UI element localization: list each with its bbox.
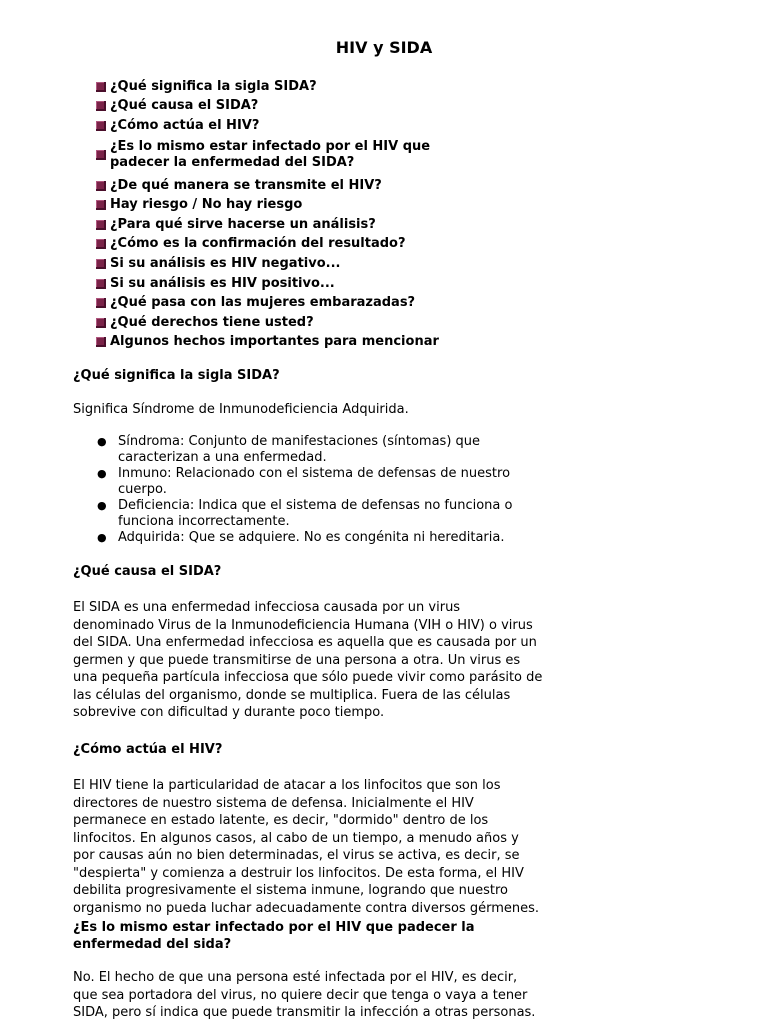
toc-item [96, 274, 456, 294]
section-heading: ¿Qué significa la sigla SIDA? [73, 368, 280, 383]
square-bullet-icon [96, 279, 106, 289]
toc-item [96, 116, 456, 136]
square-bullet-icon [96, 121, 106, 131]
bullet-dot-icon: ● [97, 435, 107, 448]
square-bullet-icon [96, 101, 106, 111]
toc-link[interactable]: Hay riesgo / No hay riesgo [110, 197, 303, 213]
toc-link[interactable]: ¿Para qué sirve hacerse un análisis? [110, 216, 376, 232]
list-item-text: Adquirida: Que se adquiere. No es congénita ni hereditaria. [118, 530, 505, 545]
square-bullet-icon [96, 181, 106, 191]
toc-link[interactable]: ¿Qué significa la sigla SIDA? [110, 78, 317, 94]
toc-link[interactable]: Algunos hechos importantes para mencionar [110, 334, 439, 350]
bullet-dot-icon: ● [97, 499, 107, 512]
square-bullet-icon [96, 239, 106, 249]
toc-item [96, 97, 456, 117]
toc-link[interactable]: ¿Cómo actúa el HIV? [110, 117, 260, 133]
square-bullet-icon [96, 220, 106, 230]
list-item-text: Inmuno: Relacionado con el sistema de defensas de nuestro cuerpo. [118, 466, 511, 497]
square-bullet-icon [96, 150, 106, 160]
toc-link[interactable]: ¿Es lo mismo estar infectado por el HIV que padecer la enfermedad del SIDA? [110, 138, 431, 170]
toc-item [96, 293, 456, 313]
toc-item [96, 136, 456, 174]
list-item-text: Síndroma: Conjunto de manifestaciones (síntomas) que caracterizan a una enfermedad. [118, 434, 481, 465]
section-paragraph: Significa Síndrome de Inmunodeficiencia Adquirida. [73, 402, 409, 417]
toc-item [96, 254, 456, 274]
toc-item [96, 77, 456, 97]
section-heading: ¿Cómo actúa el HIV? [73, 742, 223, 757]
toc-link[interactable]: ¿Cómo es la confirmación del resultado? [110, 236, 406, 252]
list-item [96, 498, 526, 530]
toc-item [96, 176, 456, 196]
square-bullet-icon [96, 82, 106, 92]
toc-item [96, 313, 456, 333]
section-heading: ¿Es lo mismo estar infectado por el HIV que padecer la enfermedad del sida? [73, 920, 475, 952]
bullet-dot-icon: ● [97, 531, 107, 544]
square-bullet-icon [96, 337, 106, 347]
toc-link[interactable]: ¿De qué manera se transmite el HIV? [110, 177, 382, 193]
square-bullet-icon [96, 259, 106, 269]
definition-list [96, 434, 526, 546]
list-item [96, 530, 526, 546]
section-paragraph: El SIDA es una enfermedad infecciosa causada por un virus denominado Virus de la Inmunodeficiencia Humana (VIH o HIV) o virus del SIDA. Una enfermedad infecciosa es aquella que es causada por un germen y que puede transmitirse de una persona a otra. Un virus es una pequeña partícula infecciosa que sólo puede vivir como parásito de las células del organismo, donde se multiplica. Fuera de las células sobrevive con dificultad y durante poco tiempo. [73, 600, 543, 720]
toc-item [96, 215, 456, 235]
toc-link[interactable]: ¿Qué derechos tiene usted? [110, 314, 314, 330]
toc-link[interactable]: Si su análisis es HIV positivo... [110, 275, 335, 291]
bullet-dot-icon: ● [97, 467, 107, 480]
table-of-contents [96, 77, 456, 352]
toc-item [96, 235, 456, 255]
section-heading: ¿Qué causa el SIDA? [73, 564, 222, 579]
toc-link[interactable]: ¿Qué causa el SIDA? [110, 98, 259, 114]
toc-link[interactable]: Si su análisis es HIV negativo... [110, 255, 341, 271]
toc-item [96, 195, 456, 215]
list-item-text: Deficiencia: Indica que el sistema de defensas no funciona o funciona incorrectamente. [118, 498, 513, 529]
section-paragraph: No. El hecho de que una persona esté infectada por el HIV, es decir, que sea portadora del virus, no quiere decir que tenga o vaya a tener SIDA, pero sí indica que puede transmitir la infección a otras personas. [73, 970, 536, 1020]
page-title: HIV y SIDA [335, 38, 433, 57]
square-bullet-icon [96, 200, 106, 210]
toc-link[interactable]: ¿Qué pasa con las mujeres embarazadas? [110, 295, 416, 311]
toc-item [96, 333, 456, 353]
square-bullet-icon [96, 298, 106, 308]
list-item [96, 466, 526, 498]
section-paragraph: El HIV tiene la particularidad de atacar a los linfocitos que son los directores de nuestro sistema de defensa. Inicialmente el HIV permanece en estado latente, es decir, "dormido" dentro de los linfocitos. En algunos casos, al cabo de un tiempo, a menudo años y por causas aún no bien determinadas, el virus se activa, es decir, se "despierta" y comienza a destruir los linfocitos. De esta forma, el HIV debilita progresivamente el sistema inmune, logrando que nuestro organismo no pueda luchar adecuadamente contra diversos gérmenes. [73, 778, 540, 916]
square-bullet-icon [96, 318, 106, 328]
list-item [96, 434, 526, 466]
